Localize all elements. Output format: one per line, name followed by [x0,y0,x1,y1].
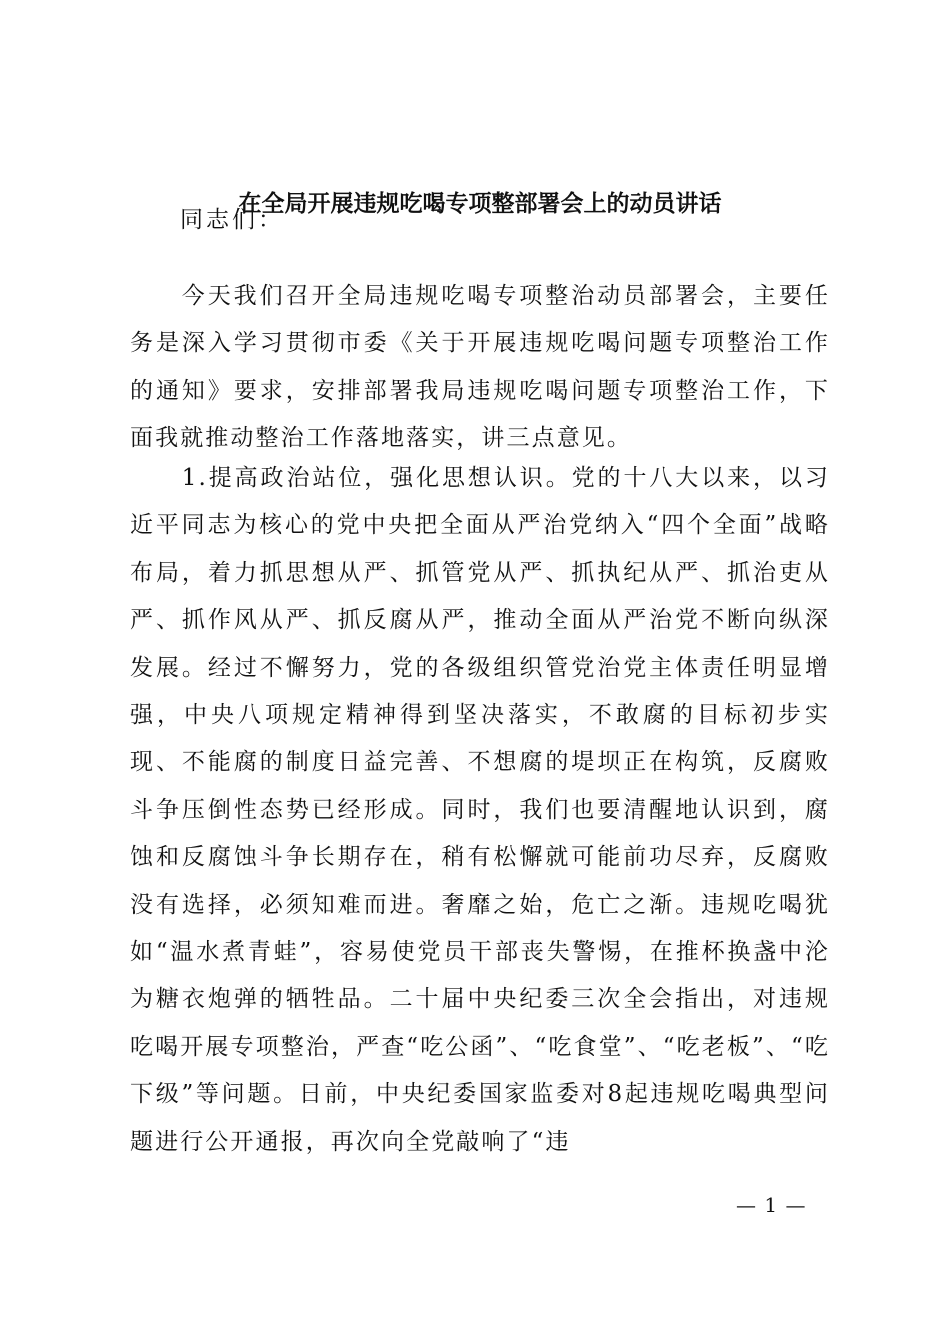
document-title: 在全局开展违规吃喝专项整部署会上的动员讲话 [238,190,722,217]
paragraph-point-1: 1.提高政治站位，强化思想认识。党的十八大以来，以习近平同志为核心的党中央把全面从严治党纳入“四个全面”战略布局，着力抓思想从严、抓管党从严、抓执纪从严、抓治吏从严、抓作风从严、抓反腐从严，推动全面从严治党不断向纵深发展。经过不懈努力，党的各级组织管党治党主体责任明显增强，中央八项规定精神得到坚决落实，不敢腐的目标初步实现、不能腐的制度日益完善、不想腐的堤坝正在构筑，反腐败斗争压倒性态势已经形成。同时，我们也要清醒地认识到，腐蚀和反腐蚀斗争长期存在，稍有松懈就可能前功尽弃，反腐败没有选择，必须知难而进。奢靡之始，危亡之渐。违规吃喝犹如“温水煮青蛙”，容易使党员干部丧失警惕，在推杯换盏中沦为糖衣炮弹的牺牲品。二十届中央纪委三次全会指出，对违规吃喝开展专项整治，严查“吃公函”、“吃食堂”、“吃老板”、“吃下级”等问题。日前，中央纪委国家监委对8起违规吃喝典型问题进行公开通报，再次向全党敲响了“违 [130,465,830,1155]
paragraph-intro: 今天我们召开全局违规吃喝专项整治动员部署会，主要任务是深入学习贯彻市委《关于开展违规吃喝问题专项整治工作的通知》要求，安排部署我局违规吃喝问题专项整治工作，下面我就推动整治工作落地落实，讲三点意见。 [130,283,830,452]
greeting: 同志们： [180,207,284,233]
page-number: — 1 — [736,1193,807,1217]
